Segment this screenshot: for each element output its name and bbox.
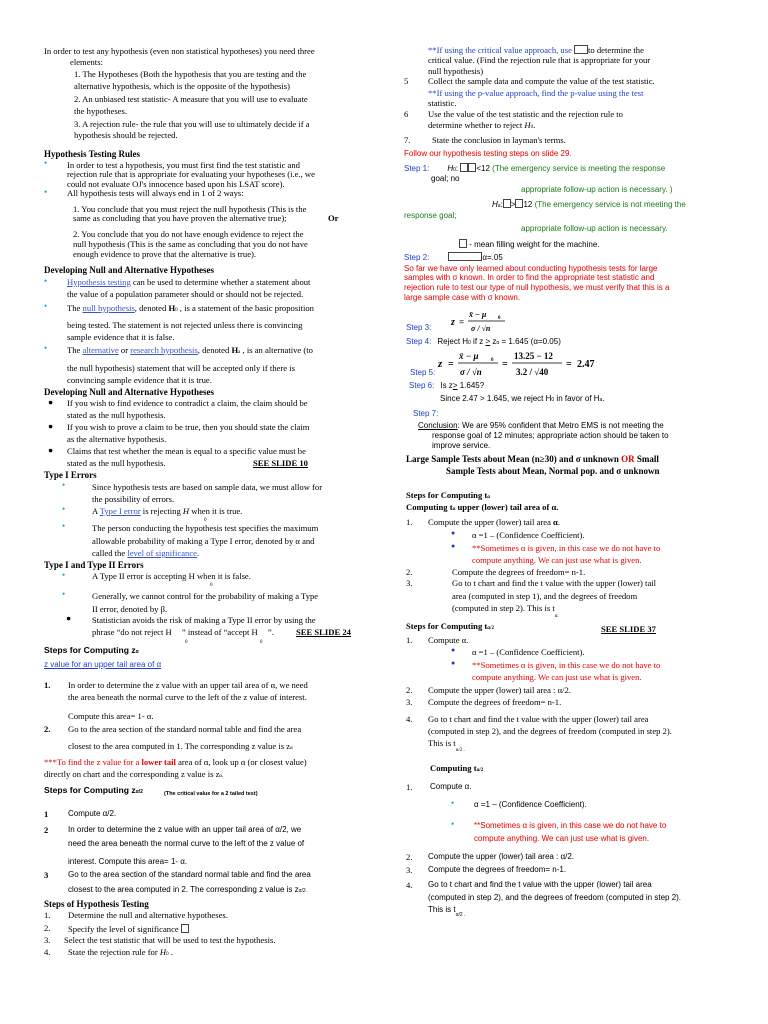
bullet-icon: ●: [66, 613, 72, 623]
ta2-step-line: This is $t_{\alpha/2 .}$: [428, 738, 465, 753]
bullet-icon: •: [44, 301, 48, 311]
ta2-step-line: (computed in step 2), and the degrees of freedom (computed in step 2).: [428, 726, 672, 736]
ta2-step-line: α =1 – (Confidence Coefficient).: [472, 647, 585, 657]
step-number: 1.: [406, 517, 413, 527]
step1-line: response goal;: [404, 211, 457, 220]
slide-reference: SEE SLIDE 37: [601, 624, 656, 634]
rule-line: null hypothesis (This is the same as concluding that you do not have: [73, 239, 308, 249]
ta-step-line: Compute the upper (lower) tail area α.: [428, 517, 560, 527]
dev2-line: as the alternative hypothesis.: [67, 434, 167, 444]
svg-text:=: =: [448, 359, 454, 370]
bullet-icon: •: [62, 589, 66, 599]
null-hypothesis-link[interactable]: null hypothesis: [82, 303, 135, 313]
z2-step-line: In order to determine the z value with an upper tail area of α/2, we: [68, 825, 302, 834]
lower-tail-note: directly on chart and the corresponding z value is zα.: [44, 769, 224, 779]
placeholder-box: [448, 252, 482, 261]
formula-numerator: x̄ − μ: [469, 310, 487, 319]
step7-label: Step 7:: [413, 409, 439, 418]
formula-numerator-value: 13.25 − 12: [514, 351, 553, 361]
step-number: 7.: [404, 135, 411, 145]
section-heading: Type I Errors: [44, 470, 97, 480]
step-number: 6: [404, 109, 409, 119]
ct2-step-line: Compute the upper (lower) tail area : α/2.: [428, 852, 575, 861]
bullet-icon: ●: [451, 659, 456, 667]
step-number: 2.: [406, 852, 413, 862]
z2-step-line: interest. Compute this area= 1- α.: [68, 857, 188, 866]
sofar-line: large sample case with σ known.: [404, 293, 521, 302]
intro-line: hypothesis should be rejected.: [74, 130, 178, 140]
step1-line: appropriate follow-up action is necessary.: [521, 224, 668, 233]
step-number: 4.: [406, 714, 413, 724]
hs-step-line: Determine the null and alternative hypotheses.: [68, 910, 228, 920]
z-step-line: In order to determine the z value with an upper tail area of α, we need: [68, 680, 308, 690]
p-value-line: **If using the p-value approach, find the p-value using the test: [428, 88, 644, 98]
dev-line: The null hypothesis, denoted H0 , is a statement of the basic proposition: [67, 303, 314, 313]
hs-step-line: Select the test statistic that will be used to test the hypothesis.: [64, 935, 276, 945]
mu-placeholder-box: [460, 163, 468, 172]
placeholder-box: [574, 45, 588, 54]
alpha-placeholder-box: [181, 924, 189, 933]
dev-line: the value of a population parameter should or should not be rejected.: [67, 289, 304, 299]
sofar-line: samples with σ known. In order to find the appropriate test statistic and: [404, 273, 655, 282]
bullet-icon: •: [44, 276, 48, 286]
level-of-significance-link[interactable]: level of significance: [127, 548, 197, 558]
alternative-link[interactable]: alternative: [82, 345, 119, 355]
ct2-step-line: compute anything. We can just use what is given.: [474, 834, 650, 843]
rule-line: enough evidence to prove that the alternative is true).: [73, 249, 257, 259]
formula-denominator: σ / √n: [460, 367, 482, 377]
step-number: 1.: [44, 680, 51, 690]
conclusion-line: improve service.: [432, 441, 491, 450]
ta2-step-line: compute anything. We can just use what is given.: [472, 672, 642, 682]
section-heading: Computing tα/2: [430, 763, 484, 773]
critical-value-line: null hypothesis): [428, 66, 484, 76]
step-number: 4.: [406, 880, 413, 890]
large-sample-title: Sample Tests about Mean, Normal pop. and σ unknown: [446, 466, 660, 476]
step2-line: Step 2: α=.05: [404, 253, 503, 262]
step-number: 2: [44, 825, 49, 835]
t2-line: Statistician avoids the risk of making a Type II error by using the: [92, 615, 316, 625]
step-number: 3.: [406, 578, 413, 588]
intro-line: elements:: [70, 57, 103, 67]
rule-line: In order to test a hypothesis, you must first find the test statistic and: [67, 160, 300, 170]
t1-line: A Type I error is rejecting H when it is true.: [92, 506, 243, 516]
ta2-step-line: Compute the upper (lower) tail area : α/2.: [428, 685, 571, 695]
ct2-step-line: Go to t chart and find the t value with the upper (lower) tail area: [428, 880, 652, 889]
t2-line: A Type II error is accepting H when it is false.: [92, 571, 251, 581]
sofar-line: So far we have only learned about conducting hypothesis tests for large: [404, 264, 658, 273]
step3-label: Step 3:: [406, 323, 432, 332]
t1-line: Since hypothesis tests are based on sample data, we must allow for: [92, 482, 323, 492]
step-number: 2.: [406, 685, 413, 695]
dev-line: the null hypothesis) statement that will be accepted only if there is: [67, 363, 295, 373]
formula-result: 2.47: [577, 359, 595, 370]
step6-line: Since 2.47 > 1.645, we reject H0 in favor of Ha.: [440, 394, 605, 403]
step-number: 5: [404, 76, 409, 86]
step1-line: goal; no: [431, 174, 460, 183]
bullet-icon: ●: [451, 529, 456, 537]
formula-z: z: [451, 317, 455, 328]
z2-step-line: Compute α/2.: [68, 809, 117, 818]
bullet-icon: •: [451, 819, 455, 829]
rule-line: rejection rule that is appropriate for evaluating your hypotheses (i.e., we: [67, 169, 315, 179]
formula-denominator-value: 3.2 / √40: [516, 367, 549, 377]
z2-step-line: need the area beneath the normal curve to the left of the z value of: [68, 839, 305, 848]
hs-step-line: Specify the level of significance: [68, 924, 189, 934]
step6-line: Step 6: Is z> 1.645?: [409, 381, 485, 390]
ta-step-line: α =1 – (Confidence Coefficient).: [472, 530, 585, 540]
dev-line: being tested. The statement is not rejected unless there is convincing: [67, 320, 303, 330]
intro-line: 1. The Hypotheses (Both the hypothesis that you are testing and the: [74, 69, 307, 79]
slide-reference: SEE SLIDE 10: [253, 458, 308, 468]
p-value-line: statistic.: [428, 98, 457, 108]
step4-line: Step 4: Reject H0 if z > zα = 1.645 (α=0.05): [406, 337, 561, 346]
step-number: 3: [44, 870, 49, 880]
step-number: 2.: [44, 724, 51, 734]
bullet-icon: ●: [48, 445, 54, 455]
z2-step-line: closest to the area computed in 2. The corresponding z value is zα/2.: [68, 885, 308, 894]
svg-text:=: =: [459, 317, 465, 327]
step-number: 1.: [44, 910, 51, 920]
formula-subscript: 0: [498, 316, 501, 321]
critical-value-note: (The critical value for a 2 tailed test): [164, 791, 258, 797]
rule-line: 1. You conclude that you must reject the null hypothesis (This is the: [73, 204, 307, 214]
bullet-icon: •: [44, 343, 48, 353]
z-step-line: closest to the area computed in 1. The corresponding z value is zα: [68, 741, 293, 751]
ta2-step-line: Compute α.: [428, 635, 469, 645]
ta-step-line: area (computed in step 1), and the degrees of freedom: [452, 591, 638, 601]
step-number: 3.: [406, 865, 413, 875]
step1-line: Step 1: H0: <12 (The emergency service is meeting the response: [404, 164, 666, 173]
rule-line: same as concluding that you have proven the alternative true);: [73, 213, 287, 223]
bullet-icon: •: [44, 187, 48, 197]
critical-value-line: critical value. (Find the rejection rule that is appropriate for your: [428, 55, 651, 65]
t2-line: phrase “do not reject H ” instead of “accept H ”.: [92, 627, 274, 637]
step-line: Collect the sample data and compute the value of the test statistic.: [428, 76, 655, 86]
critical-value-line: **If using the critical value approach, use to determine the: [428, 45, 644, 55]
step1-line: - mean filling weight for the machine.: [459, 239, 600, 249]
bullet-icon: •: [62, 504, 66, 514]
svg-text:=: =: [566, 359, 572, 370]
t1-line: the possibility of errors.: [92, 494, 175, 504]
dev-line: The alternative or research hypothesis, denoted Ha , is an alternative (to: [67, 345, 313, 355]
hs-step-line: State the rejection rule for H0 .: [68, 947, 173, 957]
intro-line: the hypotheses.: [74, 106, 127, 116]
research-hypothesis-link[interactable]: research hypothesis: [130, 345, 198, 355]
subscript: 0: [260, 640, 263, 645]
section-heading: Steps for Computing tα: [406, 490, 491, 500]
subscript: 0: [185, 640, 188, 645]
bullet-icon: ●: [48, 397, 54, 407]
step-number: 4.: [44, 947, 51, 957]
ct2-step-line: **Sometimes α is given, in this case we do not have to: [474, 821, 667, 830]
step-number: 1.: [406, 635, 413, 645]
conclusion-line: response goal of 12 minutes; appropriate action should be taken to: [432, 431, 669, 440]
mu-placeholder-box: [459, 239, 467, 248]
ct2-step-line: Compute α.: [430, 782, 472, 791]
bullet-icon: •: [62, 521, 66, 531]
bullet-icon: ●: [451, 542, 456, 550]
svg-text:=: =: [502, 359, 508, 370]
ct2-step-line: This is $t_{\alpha/2 .}$: [428, 905, 466, 918]
bullet-icon: •: [62, 570, 66, 580]
bullet-icon: ●: [48, 421, 54, 431]
ta-step-line: **Sometimes α is given, in this case we do not have to: [472, 543, 661, 553]
dev2-line: If you wish to prove a claim to be true, then you should state the claim: [67, 422, 310, 432]
z-upper-tail-heading: z value for an upper tail area of α: [44, 660, 162, 669]
t1-line: allowable probability of making a Type I error, denoted by α and: [92, 536, 315, 546]
section-heading: Steps for Computing zα/2: [44, 785, 143, 795]
ta-step-line: compute anything. We can just use what is given.: [472, 555, 642, 565]
t2-line: Generally, we cannot control for the probability of making a Type: [92, 591, 319, 601]
ta2-step-line: Go to t chart and find the t value with the upper (lower) tail area: [428, 714, 649, 724]
t2-line: II error, denoted by β.: [92, 604, 168, 614]
sofar-line: rejection rule to test our type of null hypothesis, we must verify that this is a: [404, 283, 670, 292]
intro-line: 2. An unbiased test statistic- A measure that you will use to evaluate: [74, 94, 308, 104]
bullet-icon: ●: [451, 646, 456, 654]
ct2-step-line: α =1 – (Confidence Coefficient).: [474, 800, 587, 809]
bullet-icon: •: [451, 798, 455, 808]
or-label: Or: [328, 213, 339, 223]
subscript: 0: [210, 583, 213, 588]
ta2-step-line: **Sometimes α is given, in this case we do not have to: [472, 660, 661, 670]
subscript: 0: [204, 518, 207, 523]
section-heading: Developing Null and Alternative Hypotheses: [44, 265, 215, 275]
t1-line: called the level of significance.: [92, 548, 200, 558]
mu-placeholder-box: [503, 199, 511, 208]
lower-tail-note: ***To find the z value for a lower tail area of α, look up α (or closest value): [44, 757, 307, 767]
conclusion-line: Conclusion: We are 95% confident that Metro EMS is not meeting the: [418, 421, 664, 430]
bullet-icon: •: [62, 480, 66, 490]
rule-line: All hypothesis tests will always end in 1 of 2 ways:: [67, 188, 244, 198]
step-line: State the conclusion in layman's terms.: [432, 135, 566, 145]
ta-step-line: (computed in step 2). This is $t_{\alpha.}$: [452, 603, 559, 619]
bullet-icon: •: [44, 158, 48, 168]
slide-reference: SEE SLIDE 24: [296, 627, 351, 637]
section-heading: Hypothesis Testing Rules: [44, 149, 141, 159]
step-line: Use the value of the test statistic and the rejection rule to: [428, 109, 623, 119]
step5-label: Step 5:: [410, 368, 436, 377]
step-number: 2.: [44, 923, 51, 933]
intro-line: alternative hypothesis, which is the opposite of the hypothesis): [74, 81, 290, 91]
rule-line: could not evaluate OJ's innocence based upon his LSAT score).: [67, 179, 285, 189]
dev2-line: stated as the null hypothesis.: [67, 410, 166, 420]
dev-line: sample evidence that it is false.: [67, 332, 175, 342]
formula-numerator: x̄ − μ: [459, 351, 479, 361]
intro-line: 3. A rejection rule- the rule that you will use to ultimately decide if a: [74, 119, 310, 129]
dev-line: convincing sample evidence that it is true.: [67, 375, 212, 385]
dev-line: Hypothesis testing can be used to determine whether a statement about: [67, 277, 311, 287]
large-sample-title: Large Sample Tests about Mean (n≥30) and σ unknown OR Small: [406, 454, 659, 464]
z2-step-line: Go to the area section of the standard normal table and find the area: [68, 870, 311, 879]
formula-denominator: σ / √n: [471, 324, 491, 333]
section-heading: Steps for Computing tα/2: [406, 621, 494, 631]
step1-line: Ha: > 12 (The emergency service is not meeting the: [492, 200, 686, 209]
section-heading: Steps for Computing zα: [44, 645, 139, 655]
z-step-line: Go to the area section of the standard normal table and find the area: [68, 724, 302, 734]
z-step-line: the area beneath the normal curve to the left of the z value of interest.: [68, 692, 307, 702]
step-number: 1: [44, 809, 49, 819]
ta-step-line: Go to t chart and find the t value with the upper (lower) tail: [452, 578, 657, 588]
follow-steps-note: Follow our hypothesis testing steps on slide 29.: [404, 149, 572, 158]
ta-step-line: Compute the degrees of freedom= n-1.: [452, 567, 586, 577]
section-heading: Steps of Hypothesis Testing: [44, 899, 149, 909]
ct2-step-line: (computed in step 2), and the degrees of freedom (computed in step 2).: [428, 893, 682, 902]
t1-line: The person conducting the hypothesis test specifies the maximum: [92, 523, 319, 533]
z-step-line: Compute this area= 1- α.: [68, 711, 154, 721]
hypothesis-testing-link[interactable]: Hypothesis testing: [67, 277, 131, 287]
formula-z: z: [438, 358, 443, 370]
rule-line: 2. You conclude that you do not have enough evidence to reject the: [73, 229, 304, 239]
section-heading: Type I and Type II Errors: [44, 560, 144, 570]
step-line: determine whether to reject H0.: [428, 120, 536, 130]
section-heading: Developing Null and Alternative Hypotheses: [44, 387, 215, 397]
step-number: 3.: [406, 697, 413, 707]
dev2-line: Claims that test whether the mean is equal to a specific value must be: [67, 446, 306, 456]
dev2-line: stated as the null hypothesis.: [67, 458, 166, 468]
ct2-step-line: Compute the degrees of freedom= n-1.: [428, 865, 567, 874]
intro-line: In order to test any hypothesis (even non statistical hypotheses) you need three: [44, 46, 315, 56]
step-number: 2.: [406, 567, 413, 577]
step-number: 3.: [44, 935, 51, 945]
ta2-step-line: Compute the degrees of freedom= n-1.: [428, 697, 562, 707]
step-number: 1.: [406, 782, 413, 792]
section-heading: Computing tα upper (lower) tail area of α.: [406, 502, 559, 512]
step1-line: appropriate follow-up action is necessary. ): [521, 185, 673, 194]
dev2-line: If you wish to find evidence to contradict a claim, the claim should be: [67, 398, 308, 408]
formula-subscript: 0: [491, 358, 494, 363]
type-i-error-link[interactable]: Type I error: [99, 506, 141, 516]
